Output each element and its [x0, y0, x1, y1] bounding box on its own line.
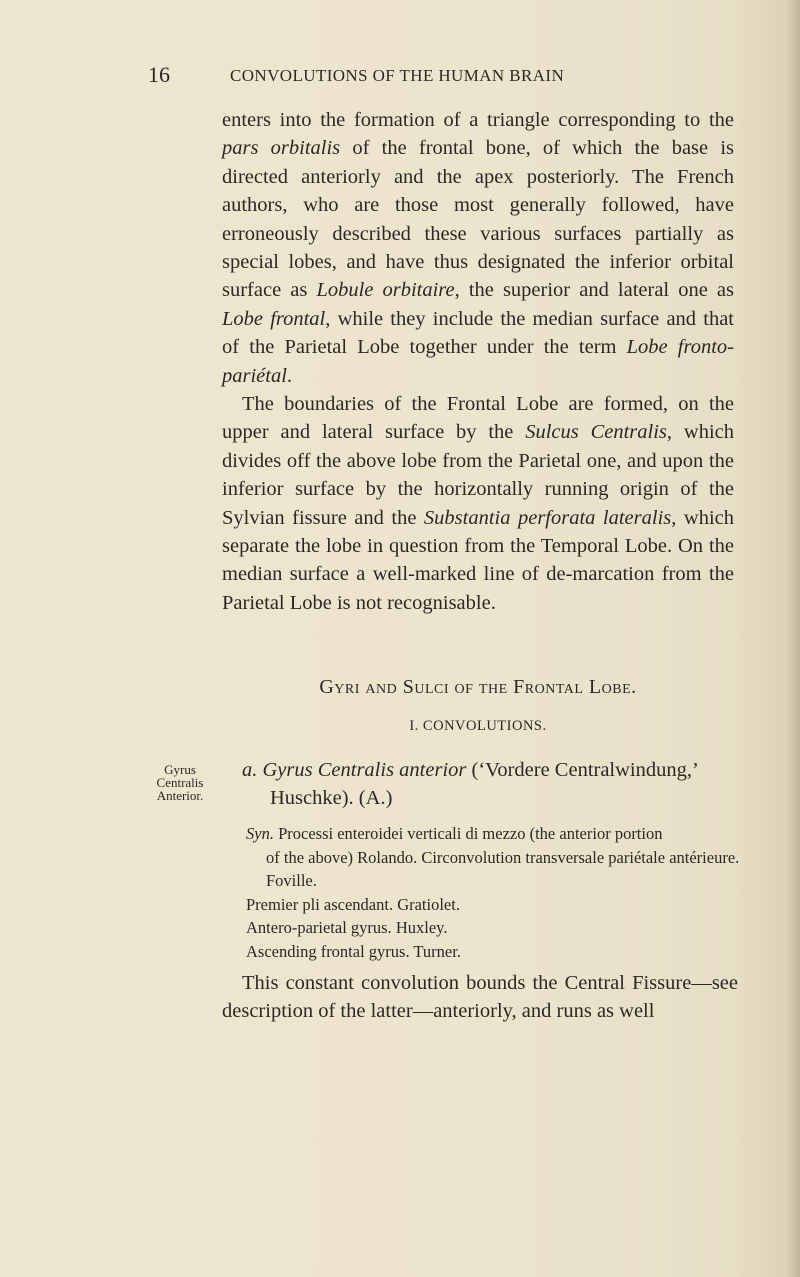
synonym-line: of the above) Rolando. Circonvolution transversale pariétale antérieure. Foville.: [266, 847, 740, 891]
gyrus-entry-letter: a.: [242, 759, 258, 781]
paragraph-3: This constant convolution bounds the Central Fissure—see description of the latter—anteriorly, and runs as well: [222, 972, 738, 1023]
paragraph-1-italic: Lobe frontal: [222, 307, 326, 330]
synonym-line: Premier pli ascendant. Gratiolet.: [246, 894, 460, 914]
margin-note-line: Centralis: [156, 775, 204, 790]
running-title: CONVOLUTIONS OF THE HUMAN BRAIN: [230, 66, 565, 85]
section-heading: Gyri and Sulci of the Frontal Lobe.: [319, 676, 637, 698]
sub-heading: I. CONVOLUTIONS.: [409, 718, 547, 734]
paragraph-1-text: enters into the formation of a triangle corresponding to the: [222, 109, 734, 131]
gyrus-entry-name: Gyrus Centralis anterior: [262, 759, 467, 781]
paragraph-1-text: .: [286, 364, 293, 387]
gyrus-entry-rest: (‘Vordere Centralwindung,’ Huschke). (A.): [270, 759, 698, 810]
synonym-text: Processi enteroidei verticali di mezzo (the anterior portion: [273, 824, 663, 843]
synonym-line: Ascending frontal gyrus. Turner.: [246, 941, 461, 961]
margin-note-line: Anterior.: [156, 788, 204, 803]
paragraph-2-text: , which divides off the above lobe from the Parietal one, and upon the inferior surface by the horizontally running origin of the Sylvian fissure and the: [222, 421, 734, 529]
running-head: [148, 62, 788, 92]
paragraph-1: [222, 106, 734, 390]
paragraph-1-italic: Lobule orbitaire: [316, 279, 455, 302]
paragraph-1-text: , the superior and lateral one as: [454, 279, 734, 302]
margin-note-line: Gyrus: [164, 762, 196, 777]
paragraph-2-italic: Sulcus Centralis: [525, 421, 667, 444]
synonym-line: Antero-parietal gyrus. Huxley.: [246, 918, 448, 938]
page-number: 16: [148, 62, 170, 87]
gyrus-entry-line: [242, 756, 738, 813]
synonyms-block: [246, 822, 746, 964]
margin-note: [142, 763, 218, 802]
paragraph-2: [222, 390, 734, 617]
paragraph-2-text: The boundaries of the Frontal Lobe are formed, on the upper and lateral surface by the: [222, 393, 734, 444]
synonym-line: [246, 822, 746, 846]
gyrus-entry: [242, 756, 738, 813]
paragraph-2-text: , which separate the lobe in question from the Temporal Lobe. On the median surface a well-marked line of de-marcation from the Parietal Lobe is not recognisable.: [222, 506, 734, 614]
paragraph-1-text: of the frontal bone, of which the base is directed anteriorly and the apex posteriorly. The French authors, who are those most generally followed, have erroneously described these various surfaces partially as special lobes, and have thus designated the inferior orbital surface as: [222, 137, 734, 302]
paragraph-2-italic: Substantia perforata lateralis: [423, 506, 672, 529]
synonyms-label: Syn.: [246, 824, 274, 843]
paragraph-1-italic: pars orbitalis: [222, 137, 341, 160]
paragraph-1-text: , while they include the median surface and that of the Parietal Lobe together under the term: [222, 307, 734, 359]
paragraph-1-italic: Lobe fronto-pariétal: [222, 336, 734, 387]
page-edge-shadow: [786, 0, 800, 1277]
